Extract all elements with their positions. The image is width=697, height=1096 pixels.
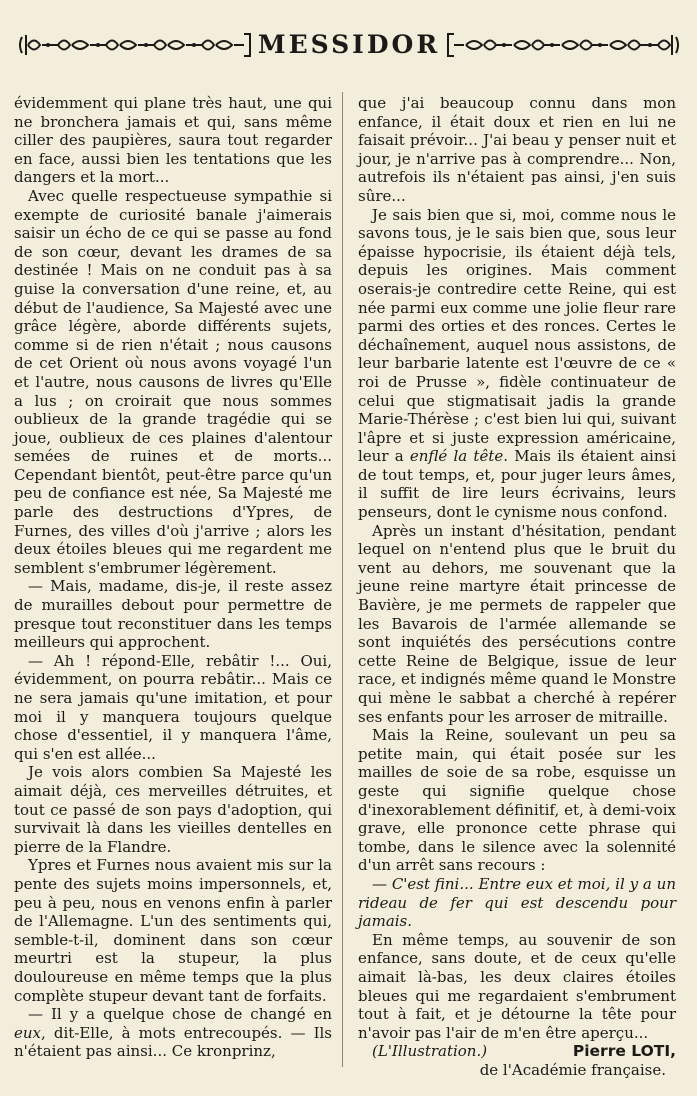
text-run: — Il y a quelque chose de changé en xyxy=(28,1005,332,1024)
paragraph: En même temps, au souvenir de son enfance, sans doute, et de ceux qu'elle aimait là-bas, les deux claires étoiles bleues qui me regardaient s'embrument tout à fait, et je détourne la tête pour n'avoir pas l'air de m'en être aperçu... xyxy=(358,930,676,1042)
author-name: Pierre LOTI, xyxy=(572,1042,676,1061)
paragraph: Avec quelle respectueuse sympathie si exempte de curiosité banale j'aimerais saisir un écho de ce qui se passe au fond de son cœur, devant les drames de sa destinée ! Mais on ne conduit pas à sa guise la conversation d'une reine, et, au début de l'audience, Sa Majesté avec une grâce légère, aborde différents sujets, comme si de rien n'était ; nous causons de cet Orient où nous avons voyagé l'un et l'autre, nous causons de livres qu'Elle a lus ; on croirait que nous sommes oublieux de la grande tragédie qui se joue, oublieux de ces plaines d'alentour semées de ruines et de morts... Cependant bientôt, peut-être parce qu'un peu de confiance est née, Sa Majesté me parle des destructions d'Ypres, de Furnes, des villes d'où j'arrive ; alors les deux étoiles bleues qui me regardent me semblent s'embrumer légèrement. xyxy=(14,186,332,577)
paragraph: Je vois alors combien Sa Majesté les aimait déjà, ces merveilles détruites, et tout ce passé de son pays d'adoption, qui survivait là dans les vieilles dentelles en pierre de la Flandre. xyxy=(14,763,332,856)
paragraph xyxy=(14,1005,332,1061)
paragraph xyxy=(358,206,676,522)
quote-paragraph: — C'est fini... Entre eux et moi, il y a un rideau de fer qui est descendu pour jamais. xyxy=(358,874,676,931)
source-credit: (L'Illustration.) xyxy=(372,1042,488,1061)
paragraph: que j'ai beaucoup connu dans mon enfance, il était doux et rien en lui ne faisait prévoir... J'ai beau y penser nuit et jour, je n'arrive pas à comprendre... Non, autrefois ils n'étaient pas ainsi, j'en suis sûre... xyxy=(358,94,676,205)
right-column xyxy=(358,94,676,1079)
text-run: , dit-Elle, à mots entrecoupés. — Ils n'étaient pas ainsi... Ce kronprinz, xyxy=(14,1023,332,1061)
author-affiliation: de l'Académie française. xyxy=(479,1060,666,1079)
column-divider xyxy=(342,92,343,1067)
italic-text: enflé la tête xyxy=(409,447,504,466)
paragraph: Mais la Reine, soulevant un peu sa petite main, qui était posée sur les mailles de soie de sa robe, esquisse un geste qui signifie quelque chose d'inexorablement définitif, et, à demi-voix grave, elle prononce cette phrase qui tombe, dans le silence avec la solennité d'un arrêt sans recours : xyxy=(358,726,676,875)
page-header xyxy=(18,28,680,62)
paragraph: Après un instant d'hésitation, pendant lequel on n'entend plus que le bruit du vent au dehors, me souvenant que la jeune reine martyre était princesse de Bavière, je me permets de rappeler que les Bavarois de l'armée allemande se sont inquiétés des persécutions contre cette Reine de Belgique, issue de leur race, et indignés même quand le Monstre qui mène le sabbat a cherché à repérer ses enfants pour les arroser de mitraille. xyxy=(358,521,676,726)
left-column xyxy=(14,94,332,1061)
text-run: Je sais bien que si, moi, comme nous le savons tous, je le sais bien que, sous leur épaisse hypocrisie, ils étaient déjà tels, depuis les origines. Mais comment oserais-je contredire cette Reine, qui est née parmi eux comme une jolie fleur rare parmi des orties et des ronces. Certes le déchaînement, auquel nous assistons, de leur barbarie latente est l'œuvre de ce « roi de Prusse », fidèle continuateur de celui que stigmatisait jadis la grande Marie-Thérèse ; c'est bien lui qui, suivant l'âpre et si juste expression américaine, leur a xyxy=(358,205,676,466)
italic-text: eux xyxy=(14,1023,41,1042)
signature-line xyxy=(358,1042,676,1061)
paragraph: évidemment qui plane très haut, une qui ne bronchera jamais et qui, sans même ciller des paupières, saura tout regarder en face, aussi bien les tentations que les dangers et la mort... xyxy=(14,94,332,187)
paragraph: — Ah ! répond-Elle, rebâtir !... Oui, évidemment, on pourra rebâtir... Mais ce ne sera jamais qu'une imitation, et pour moi il y manquera toujours quelque chose d'essentiel, il y manquera l'âme, qui s'en est allée... xyxy=(14,651,332,763)
text-run: . Mais ils étaient ainsi de tout temps, et, pour juger leurs âmes, il suffit de lire leurs écrivains, leurs penseurs, dont le cynisme nous confond. xyxy=(358,447,676,522)
paragraph: Ypres et Furnes nous avaient mis sur la pente des sujets moins impersonnels, et, peu à peu, nous en venons enfin à parler de l'Allemagne. L'un des sentiments qui, semble-t-il, dominent dans son cœur meurtri est la stupeur, la plus douloureuse en même temps que la plus complète stupeur devant tant de forfaits. xyxy=(14,856,332,1005)
page-title: MESSIDOR xyxy=(254,30,444,59)
paragraph: — Mais, madame, dis-je, il reste assez de murailles debout pour permettre de presque tout reconstituer dans les temps meilleurs qui approchent. xyxy=(14,577,332,652)
